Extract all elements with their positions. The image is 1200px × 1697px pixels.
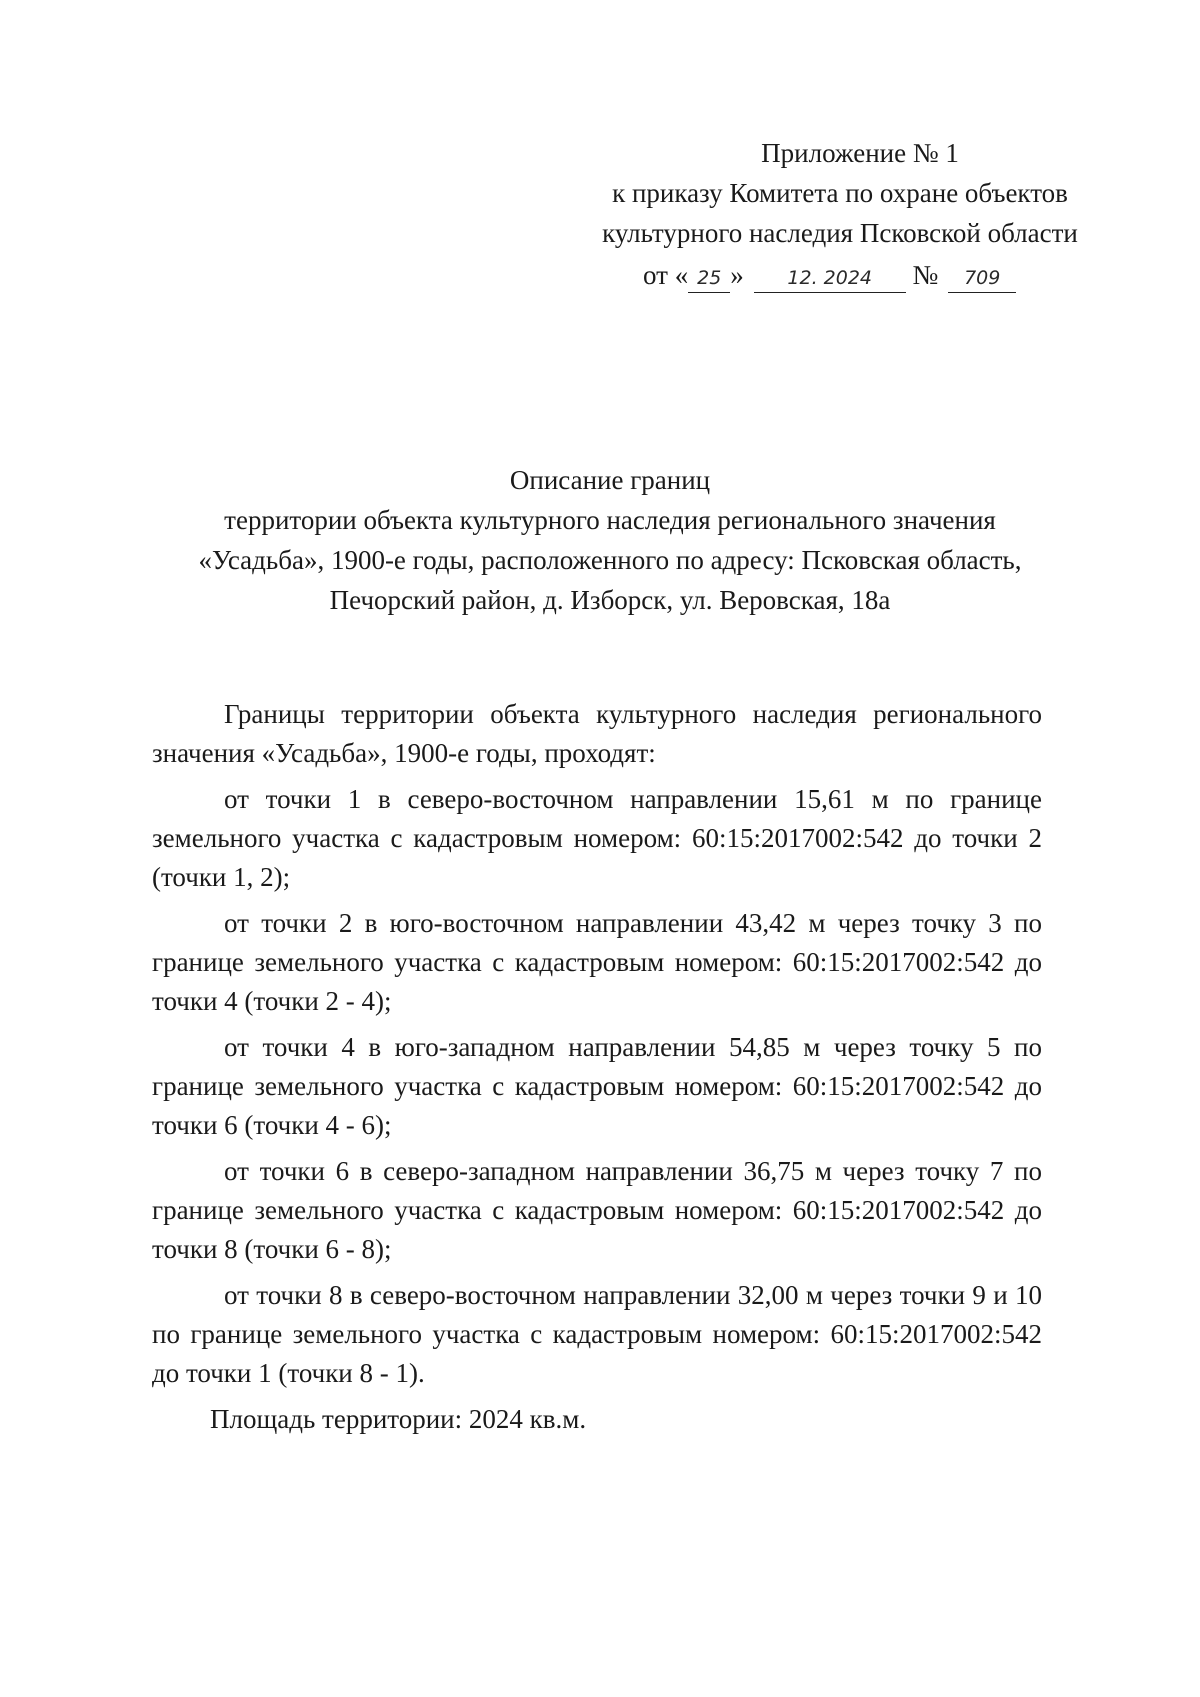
document-body xyxy=(152,695,1042,1446)
territory-area: Площадь территории: 2024 кв.м. xyxy=(210,1404,587,1434)
attachment-order-ref: к приказу Комитета по охране объектов xyxy=(612,178,1068,208)
handwritten-day: 25 xyxy=(688,264,730,293)
boundary-segment-3: от точки 4 в юго-западном направлении 54,85 м через точку 5 по границе земельного участка с кадастровым номером: 60:15:2017002:542 до точки 6 (точки 4 - 6); xyxy=(152,1032,1042,1140)
title-line-2: территории объекта культурного наследия регионального значения xyxy=(224,505,996,535)
handwritten-month-year: 12. 2024 xyxy=(754,264,906,293)
boundary-segment-5: от точки 8 в северо-восточном направлении 32,00 м через точки 9 и 10 по границе земельного участка с кадастровым номером: 60:15:2017002:542 до точки 1 (точки 8 - 1). xyxy=(152,1280,1042,1388)
attachment-title: Приложение № 1 xyxy=(761,138,959,168)
handwritten-order-number: 709 xyxy=(948,264,1016,293)
title-line-4: Печорский район, д. Изборск, ул. Веровская, 18а xyxy=(329,585,891,615)
order-date-prefix: от « xyxy=(643,260,689,290)
title-line-3: «Усадьба», 1900-е годы, расположенного по адресу: Псковская область, xyxy=(198,545,1022,575)
attachment-header xyxy=(560,133,1120,295)
order-number-label: № xyxy=(912,260,939,290)
title-line-1: Описание границ xyxy=(509,465,711,495)
order-date-number xyxy=(560,255,1120,295)
boundary-segment-1: от точки 1 в северо-восточном направлении 15,61 м по границе земельного участка с кадастровым номером: 60:15:2017002:542 до точки 2 (точки 1, 2); xyxy=(152,784,1042,892)
boundary-segment-4: от точки 6 в северо-западном направлении 36,75 м через точку 7 по границе земельного участка с кадастровым номером: 60:15:2017002:542 до точки 8 (точки 6 - 8); xyxy=(152,1156,1042,1264)
document-title xyxy=(150,460,1070,620)
boundary-segment-2: от точки 2 в юго-восточном направлении 43,42 м через точку 3 по границе земельного участка с кадастровым номером: 60:15:2017002:542 до точки 4 (точки 2 - 4); xyxy=(152,908,1042,1016)
intro-paragraph: Границы территории объекта культурного наследия регионального значения «Усадьба», 1900-е годы, проходят: xyxy=(152,699,1042,768)
order-date-quote-close: » xyxy=(730,260,744,290)
attachment-committee: культурного наследия Псковской области xyxy=(602,218,1078,248)
